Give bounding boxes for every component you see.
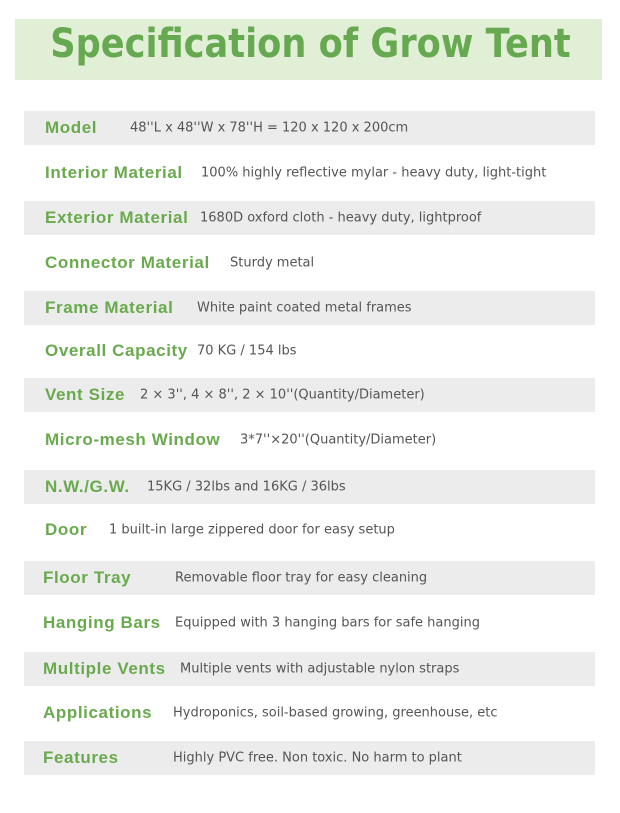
spec-value: White paint coated metal frames xyxy=(197,300,412,316)
spec-value: Highly PVC free. Non toxic. No harm to plant xyxy=(173,750,462,766)
spec-label: Frame Material xyxy=(45,298,174,317)
spec-value: Hydroponics, soil-based growing, greenhouse, etc xyxy=(173,705,498,721)
spec-row-hanging-bars xyxy=(24,606,595,640)
spec-label: Exterior Material xyxy=(45,208,189,227)
spec-label: Overall Capacity xyxy=(45,341,188,360)
title-banner xyxy=(15,19,602,80)
spec-row-connector-material xyxy=(24,246,595,280)
spec-label: Door xyxy=(45,520,88,539)
spec-value: 1680D oxford cloth - heavy duty, lightproof xyxy=(200,210,482,226)
spec-row-vent-size xyxy=(24,378,595,412)
spec-value: Removable floor tray for easy cleaning xyxy=(175,570,428,586)
spec-row-multiple-vents xyxy=(24,652,595,686)
spec-row-exterior-material xyxy=(24,201,595,235)
spec-value: 1 built-in large zippered door for easy setup xyxy=(109,522,395,538)
spec-label: Floor Tray xyxy=(43,568,132,587)
spec-row-door xyxy=(24,513,595,547)
spec-row-interior-material xyxy=(24,156,595,190)
spec-label: Hanging Bars xyxy=(43,613,161,632)
spec-value: 100% highly reflective mylar - heavy duty, light-tight xyxy=(201,165,547,181)
spec-row-overall-capacity xyxy=(24,334,595,368)
spec-value: 48''L x 48''W x 78''H = 120 x 120 x 200cm xyxy=(130,120,409,136)
spec-label: Micro-mesh Window xyxy=(45,430,221,449)
page-title: Specification of Grow Tent xyxy=(50,21,571,67)
spec-value: 70 KG / 154 lbs xyxy=(197,343,297,359)
spec-row-features xyxy=(24,741,595,775)
spec-label: Applications xyxy=(43,703,153,722)
spec-label: Interior Material xyxy=(45,163,183,182)
spec-label: Features xyxy=(43,748,119,767)
spec-label: Model xyxy=(45,118,98,137)
spec-label: Multiple Vents xyxy=(43,659,166,678)
spec-row-micro-mesh-window xyxy=(24,423,595,457)
spec-label: Vent Size xyxy=(45,385,126,404)
spec-value: Multiple vents with adjustable nylon straps xyxy=(180,661,460,677)
spec-row-applications xyxy=(24,696,595,730)
spec-row-nw-gw xyxy=(24,470,595,504)
spec-value: Equipped with 3 hanging bars for safe hanging xyxy=(175,615,480,631)
spec-row-frame-material xyxy=(24,291,595,325)
spec-value: 15KG / 32lbs and 16KG / 36lbs xyxy=(147,479,346,495)
spec-value: Sturdy metal xyxy=(230,255,315,271)
spec-value: 3*7''×20''(Quantity/Diameter) xyxy=(240,432,437,448)
spec-row-floor-tray xyxy=(24,561,595,595)
spec-label: N.W./G.W. xyxy=(45,477,130,496)
spec-row-model xyxy=(24,111,595,145)
spec-label: Connector Material xyxy=(45,253,210,272)
spec-value: 2 × 3'', 4 × 8'', 2 × 10''(Quantity/Diameter) xyxy=(140,387,425,403)
